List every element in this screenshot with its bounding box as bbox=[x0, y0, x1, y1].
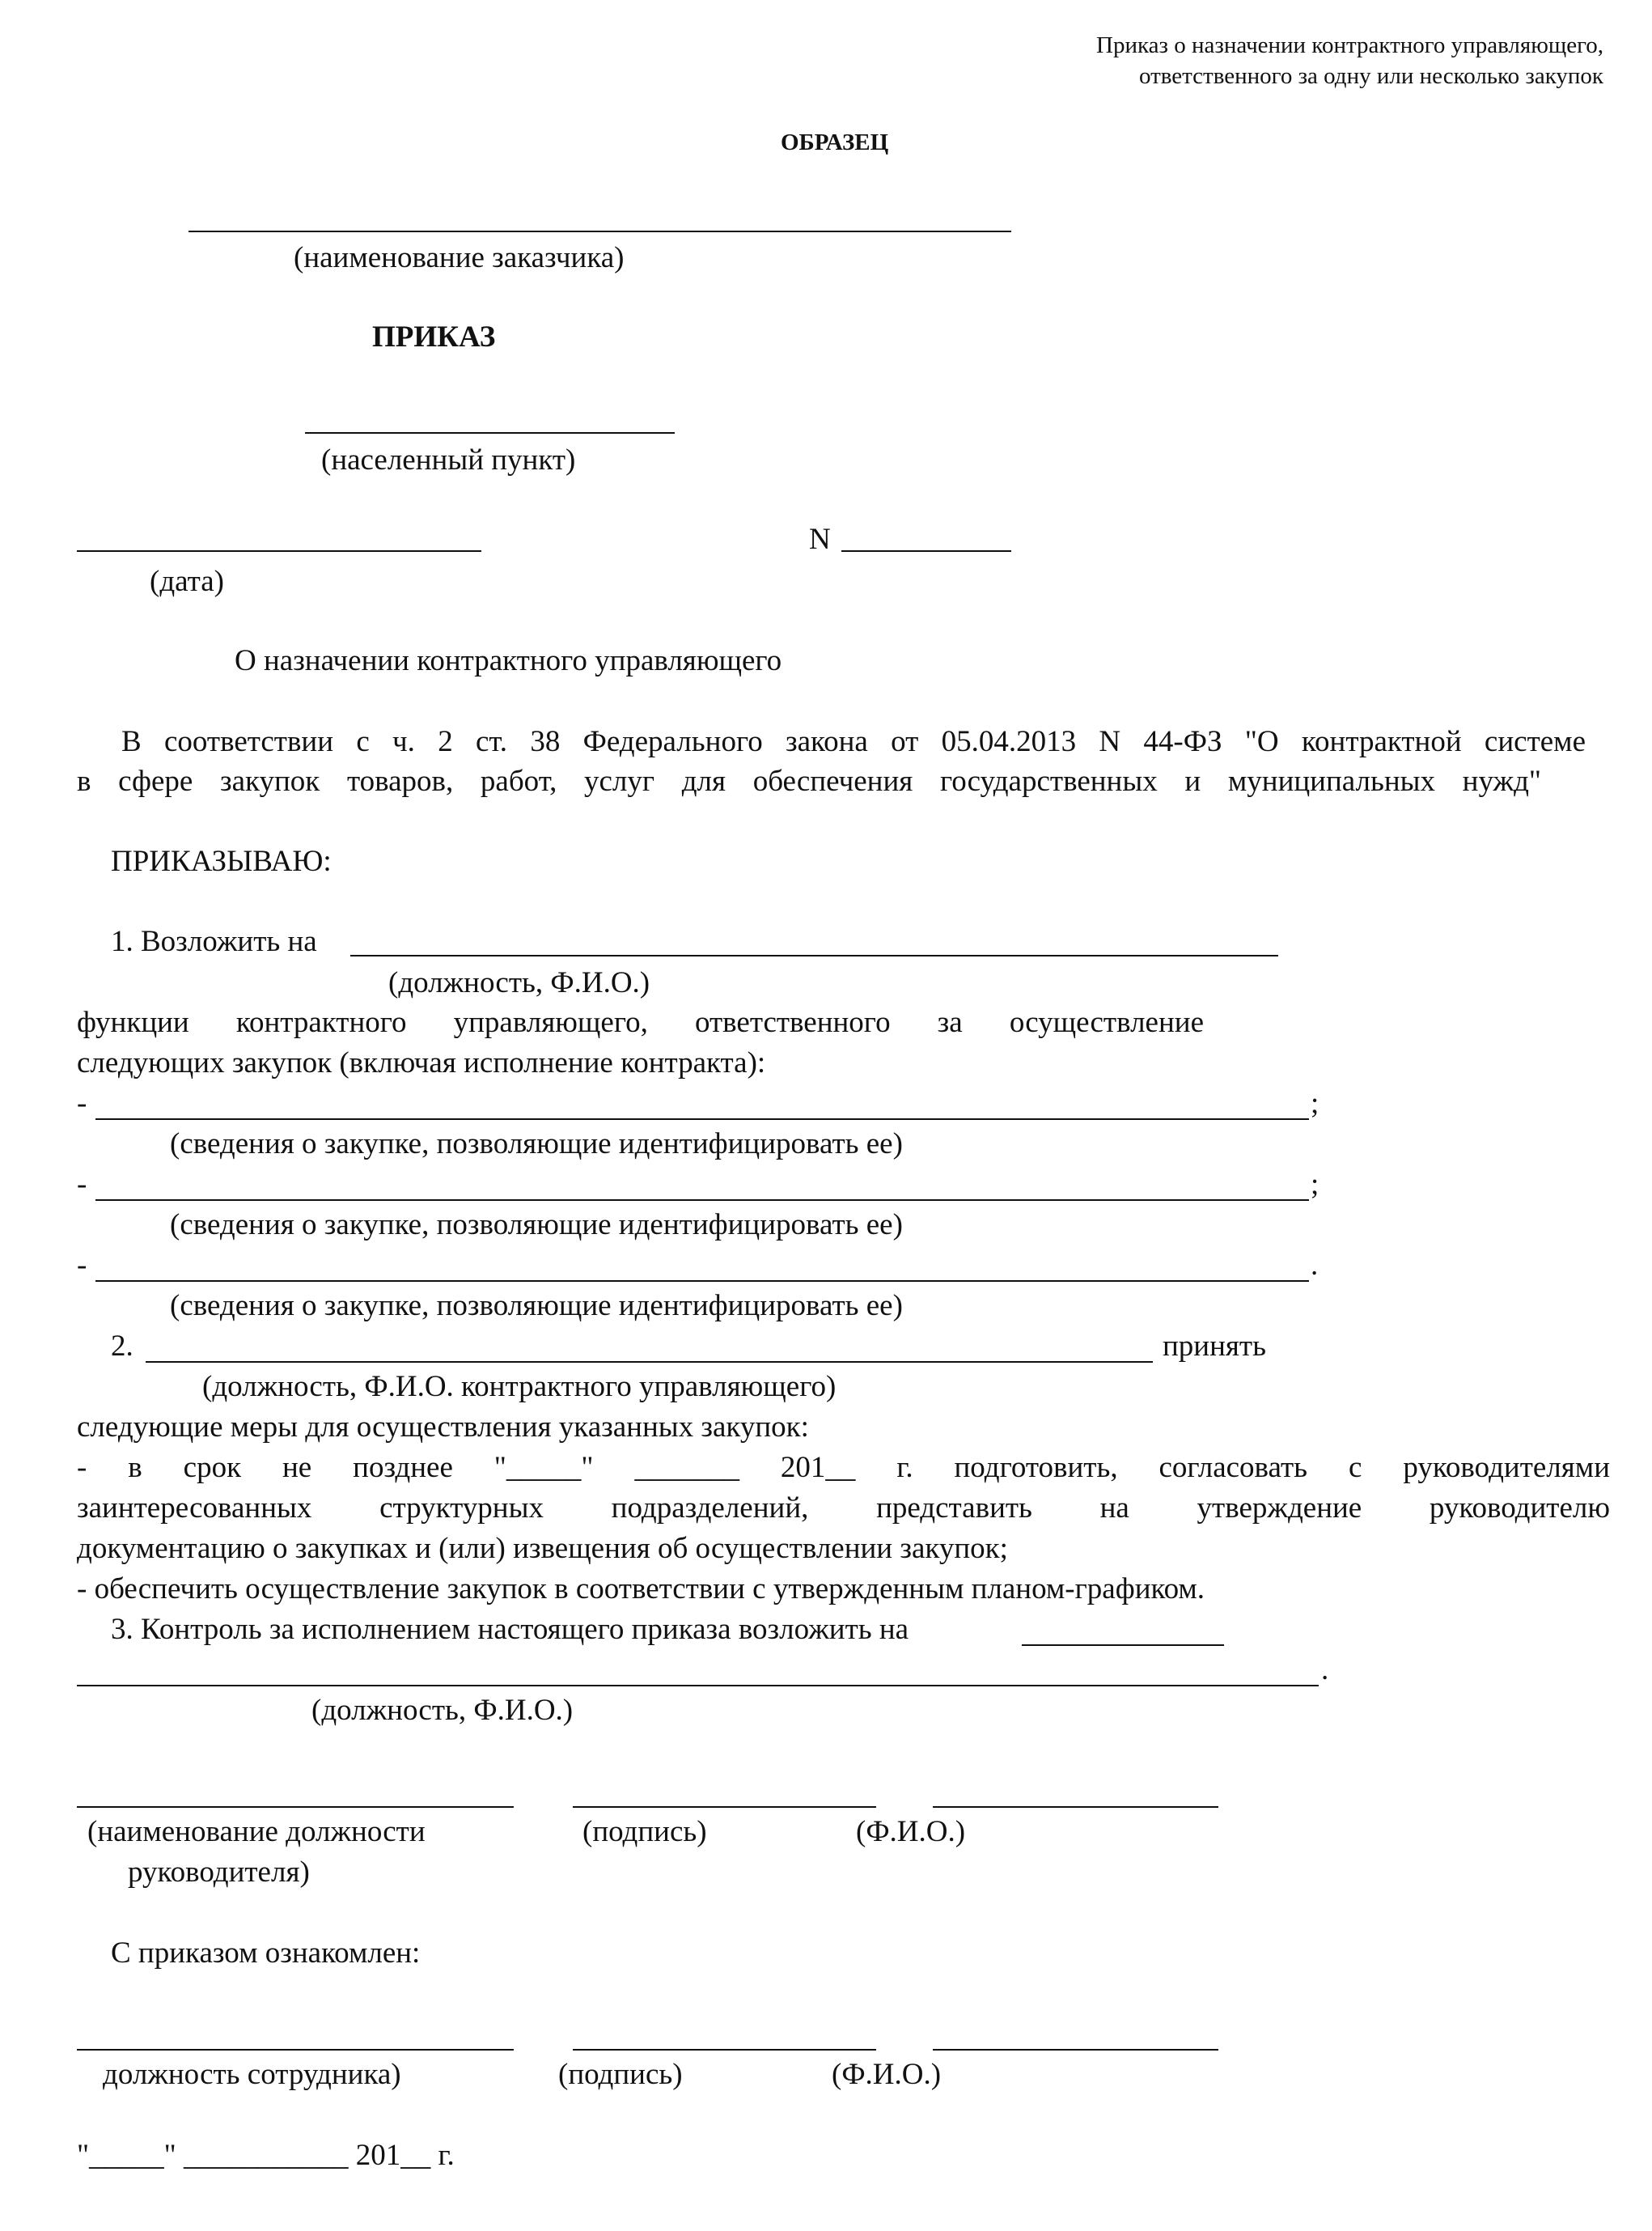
preamble-line-2 bbox=[77, 766, 1541, 796]
item1-text-1-content: функции контрактного управляющего, ответственного за осуществление bbox=[77, 1006, 1204, 1039]
head-position-line bbox=[77, 1806, 514, 1808]
purchase-1-dash: - bbox=[77, 1087, 87, 1120]
item2-text-1: следующие меры для осуществления указанных закупок: bbox=[77, 1410, 809, 1444]
employee-name-caption: (Ф.И.О.) bbox=[832, 2058, 942, 2091]
purchase-1-caption: (сведения о закупке, позволяющие идентифицировать ее) bbox=[170, 1127, 903, 1160]
item3-long-line bbox=[77, 1685, 1319, 1686]
head-position-caption-2: руководителя) bbox=[128, 1856, 310, 1889]
employee-position-line bbox=[77, 2049, 514, 2051]
purchase-3-end: . bbox=[1311, 1249, 1319, 1282]
item1-assignee-line bbox=[350, 955, 1278, 956]
header-note-line-2: ответственного за одну или несколько закупок bbox=[1138, 63, 1603, 89]
item1-caption: (должность, Ф.И.О.) bbox=[388, 966, 650, 999]
item2-line-4: - обеспечить осуществление закупок в соответствии с утвержденным планом-графиком. bbox=[77, 1572, 1205, 1605]
employee-signature-caption: (подпись) bbox=[558, 2058, 683, 2091]
date-line bbox=[77, 550, 481, 552]
header-note-line-1: Приказ о назначении контрактного управляющего, bbox=[1096, 32, 1603, 58]
acknowledged-label: С приказом ознакомлен: bbox=[111, 1936, 421, 1970]
employee-name-line bbox=[933, 2049, 1218, 2051]
item1-text-1 bbox=[77, 1007, 1204, 1037]
sample-label: ОБРАЗЕЦ bbox=[781, 129, 889, 155]
purchase-3-line bbox=[95, 1280, 1309, 1282]
item3-caption: (должность, Ф.И.О.) bbox=[311, 1694, 574, 1727]
employee-signature-line bbox=[573, 2049, 876, 2051]
item2-caption: (должность, Ф.И.О. контрактного управляющего) bbox=[202, 1370, 837, 1403]
item1-lead: 1. Возложить на bbox=[111, 925, 317, 958]
head-position-caption-1: (наименование должности bbox=[87, 1815, 426, 1848]
purchase-2-end: ; bbox=[1311, 1168, 1319, 1201]
date-caption: (дата) bbox=[150, 565, 224, 598]
item2-line-2 bbox=[77, 1493, 1610, 1523]
number-label: N bbox=[809, 523, 831, 556]
purchase-2-caption: (сведения о закупке, позволяющие идентифицировать ее) bbox=[170, 1208, 903, 1241]
item2-deadline-line bbox=[77, 1453, 1610, 1482]
employee-position-caption: должность сотрудника) bbox=[103, 2058, 401, 2091]
purchase-3-dash: - bbox=[77, 1249, 87, 1282]
head-signature-line bbox=[573, 1806, 876, 1808]
locality-line bbox=[305, 432, 675, 434]
purchase-1-line bbox=[95, 1118, 1309, 1120]
item3-short-line bbox=[1022, 1644, 1224, 1646]
preamble-line-1 bbox=[121, 727, 1586, 757]
item2-tail: принять bbox=[1163, 1330, 1266, 1363]
item2-line-2-text: заинтересованных структурных подразделений, представить на утверждение руководителю bbox=[77, 1491, 1610, 1525]
head-signature-caption: (подпись) bbox=[582, 1815, 707, 1848]
footer-date: "_____" ___________ 201__ г. bbox=[77, 2139, 455, 2172]
purchase-2-dash: - bbox=[77, 1168, 87, 1201]
number-line bbox=[841, 550, 1011, 552]
item1-text-2: следующих закупок (включая исполнение контракта): bbox=[77, 1046, 766, 1079]
item3-end: . bbox=[1321, 1653, 1329, 1686]
order-subject: О назначении контрактного управляющего bbox=[235, 644, 782, 677]
item3-text: 3. Контроль за исполнением настоящего приказа возложить на bbox=[111, 1613, 909, 1646]
purchase-1-end: ; bbox=[1311, 1087, 1319, 1120]
purchase-2-line bbox=[95, 1199, 1309, 1201]
locality-caption: (населенный пункт) bbox=[321, 443, 576, 477]
item2-lead: 2. bbox=[111, 1330, 133, 1363]
purchase-3-caption: (сведения о закупке, позволяющие идентифицировать ее) bbox=[170, 1289, 903, 1322]
order-title: ПРИКАЗ bbox=[372, 320, 496, 354]
customer-name-line bbox=[188, 231, 1011, 232]
preamble-line-1-text: В соответствии с ч. 2 ст. 38 Федерального закона от 05.04.2013 N 44-ФЗ "О контрактной системе bbox=[121, 725, 1586, 758]
item2-manager-line bbox=[146, 1361, 1153, 1363]
order-word: ПРИКАЗЫВАЮ: bbox=[111, 845, 332, 878]
customer-caption: (наименование заказчика) bbox=[294, 241, 625, 274]
item2-line-3: документацию о закупках и (или) извещения об осуществлении закупок; bbox=[77, 1532, 1008, 1565]
head-name-caption: (Ф.И.О.) bbox=[856, 1815, 966, 1848]
preamble-line-2-text: в сфере закупок товаров, работ, услуг для обеспечения государственных и муниципальных нужд" bbox=[77, 765, 1541, 798]
item2-deadline-text: - в срок не позднее "_____" _______ 201__ г. подготовить, согласовать с руководителями bbox=[77, 1451, 1610, 1484]
head-name-line bbox=[933, 1806, 1218, 1808]
